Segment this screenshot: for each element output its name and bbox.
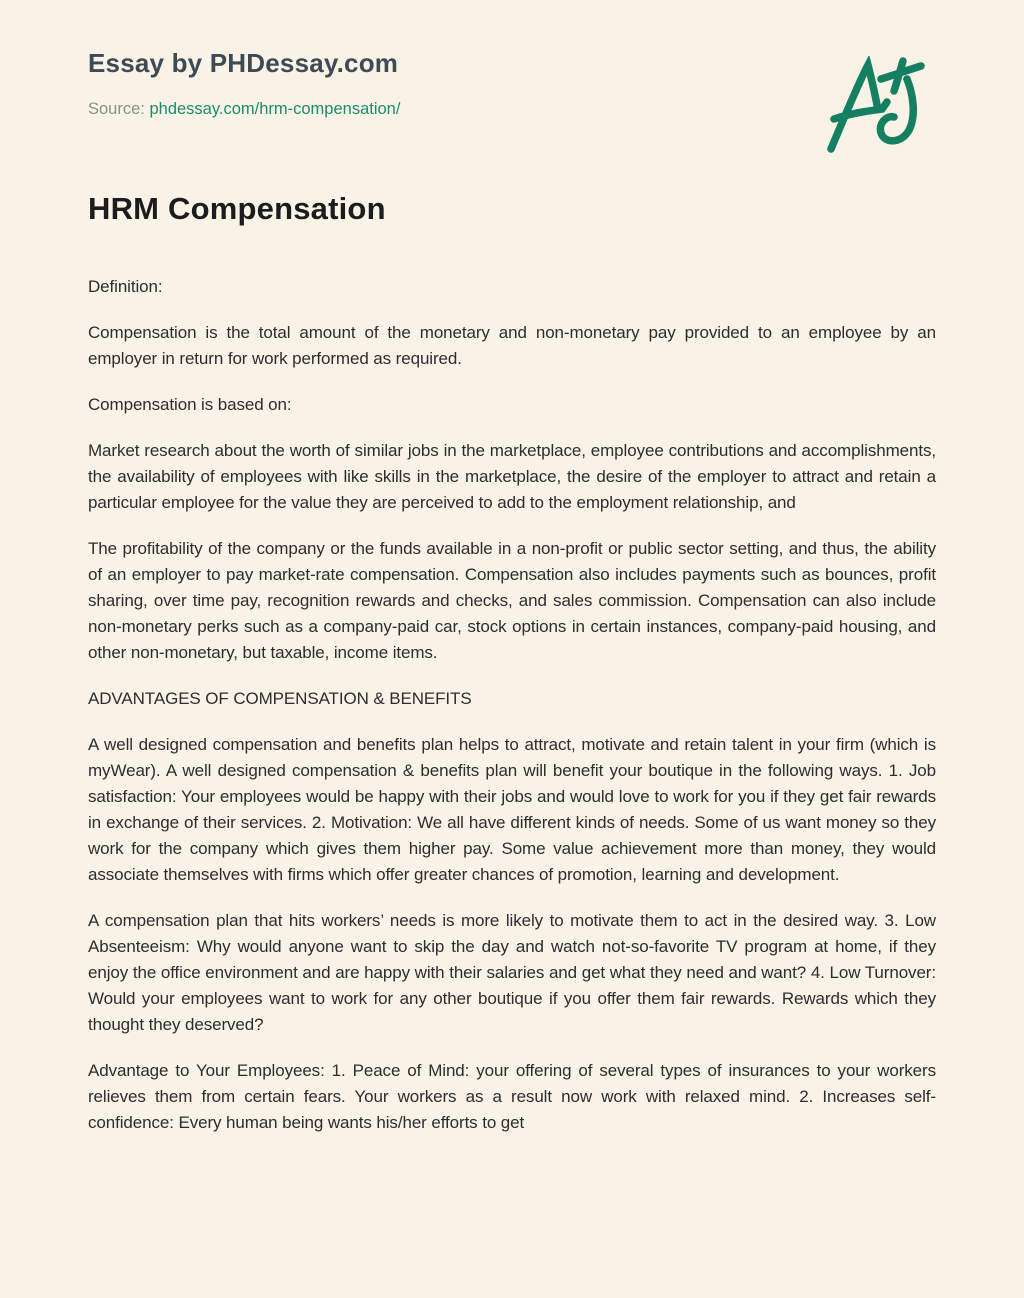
paragraph-well-designed-plan: A well designed compensation and benefits plan helps to attract, motivate and retain talent in your firm (which is myWear). A well designed compensation & benefits plan will benefit your boutique in the following ways. 1. Job satisfaction: Your employees would be happy with their jobs and would love to work for you if they get fair rewards in exchange of their services. 2. Motivation: We all have different kinds of needs. Some of us want money so they work for the company which gives them higher pay. Some value achievement more than money, they would associate themselves with firms which offer greater chances of promotion, learning and development. (88, 735, 936, 884)
essay-title: HRM Compensation (88, 191, 386, 226)
paragraph-advantage-employees: Advantage to Your Employees: 1. Peace of Mind: your offering of several types of insurances to your workers relieves them from certain fears. Your workers as a result now work with relaxed mind. 2. Increases self-confidence: Every human being wants his/her efforts to get (88, 1061, 936, 1132)
source-label: Source: (88, 100, 145, 118)
paragraph-compensation-plan: A compensation plan that hits workers’ needs is more likely to motivate them to act in the desired way. 3. Low Absenteeism: Why would anyone want to skip the day and watch not-so-favorite TV program at home, if they enjoy the office environment and are happy with their salaries and get what they need and want? 4. Low Turnover: Would your employees want to work for any other boutique if you offer them fair rewards. Rewards which they thought they deserved? (88, 911, 936, 1034)
a-plus-logo-icon (824, 56, 934, 156)
paragraph-profitability: The profitability of the company or the funds available in a non-profit or public sector setting, and thus, the ability of an employer to pay market-rate compensation. Compensation also includes payments such as bounces, profit sharing, over time pay, recognition rewards and checks, and sales commission. Compensation can also include non-monetary perks such as a company-paid car, stock options in certain instances, company-paid housing, and other non-monetary, but taxable, income items. (88, 539, 936, 662)
source-line (88, 100, 936, 119)
paragraph-definition: Compensation is the total amount of the monetary and non-monetary pay provided to an employee by an employer in return for work performed as required. (88, 323, 936, 368)
paragraph-based-on-label: Compensation is based on: (88, 395, 292, 414)
site-title: Essay by PHDessay.com (88, 48, 399, 78)
paragraph-definition-label: Definition: (88, 277, 163, 296)
section-heading-advantages: ADVANTAGES OF COMPENSATION & BENEFITS (88, 689, 472, 708)
source-link[interactable]: phdessay.com/hrm-compensation/ (149, 100, 401, 118)
paragraph-market-research: Market research about the worth of similar jobs in the marketplace, employee contributions and accomplishments, the availability of employees with like skills in the marketplace, the desire of the employer to attract and retain a particular employee for the value they are perceived to add to the employment relationship, and (88, 441, 936, 512)
page-header (88, 48, 936, 119)
